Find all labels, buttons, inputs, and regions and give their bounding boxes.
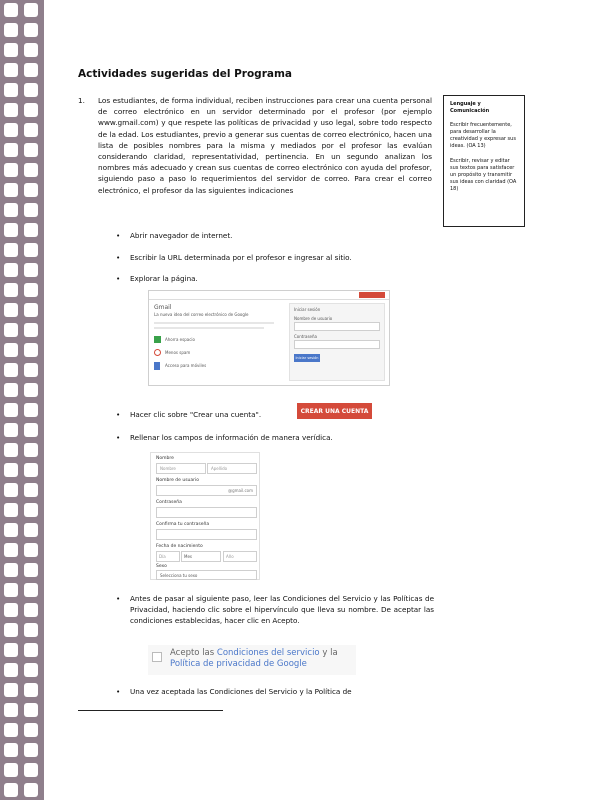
curriculum-objective-1: Escribir frecuentemente, para desarrollar la creatividad y expresar sus ideas. (OA 13) [450, 122, 516, 149]
binder-hole [4, 563, 18, 577]
binder-hole [24, 783, 38, 797]
binder-hole [24, 563, 38, 577]
binder-hole [24, 423, 38, 437]
binder-hole [24, 383, 38, 397]
binder-hole [4, 183, 18, 197]
binder-hole [24, 123, 38, 137]
form-password-field[interactable] [156, 507, 257, 518]
gmail-text-line [154, 327, 264, 329]
gmail-signin-panel [289, 303, 385, 381]
form-dob-year-field[interactable]: Año [223, 551, 257, 562]
binder-hole [4, 443, 18, 457]
terms-of-service-link[interactable]: Condiciones del servicio [216, 648, 320, 658]
binder-hole [24, 643, 38, 657]
binder-hole [24, 543, 38, 557]
binder-hole [24, 163, 38, 177]
binder-hole [24, 443, 38, 457]
binder-hole [24, 763, 38, 777]
binder-hole [24, 63, 38, 77]
binder-hole [4, 543, 18, 557]
binder-hole [4, 423, 18, 437]
form-username-label: Nombre de usuario [156, 478, 200, 483]
binder-hole [4, 63, 18, 77]
binder-hole [4, 283, 18, 297]
form-password-label: Contraseña [156, 500, 182, 505]
gmail-feature-spam: Menos spam [165, 350, 191, 355]
binder-hole [4, 483, 18, 497]
accept-terms-screenshot [148, 645, 356, 675]
binder-hole [4, 123, 18, 137]
binder-hole [4, 683, 18, 697]
binder-hole [24, 283, 38, 297]
gmail-feature-storage: Ahorra espacio [165, 337, 195, 342]
gmail-feature-icon-spam [154, 349, 161, 356]
binder-hole [4, 463, 18, 477]
gmail-tagline: La nueva idea del correo electrónico de Google [154, 312, 249, 317]
form-last-name-field[interactable]: Apellido [207, 463, 257, 474]
binder-hole [24, 303, 38, 317]
gmail-logo: Gmail [154, 304, 172, 311]
binder-hole [24, 103, 38, 117]
binder-hole [4, 643, 18, 657]
binder-hole [4, 103, 18, 117]
binder-hole [24, 663, 38, 677]
binder-hole [24, 403, 38, 417]
accept-checkbox[interactable] [152, 652, 162, 662]
activity-number: 1. [78, 96, 85, 105]
binder-strip [0, 0, 44, 800]
signup-form-screenshot [150, 452, 260, 580]
gmail-feature-icon-storage [154, 336, 161, 343]
binder-hole [24, 623, 38, 637]
binder-hole [24, 223, 38, 237]
binder-hole [24, 603, 38, 617]
activity-text: Los estudiantes, de forma individual, reciben instrucciones para crear una cuenta personal de correo electrónico en un servidor determinado por el profesor (por ejemplo www.gmail.com) y que respete las políticas de privacidad y uso legal, sobre todo respecto de la edad. Los estudiantes, previo a generar sus cuentas de correo electrónico, hacen una lista de posibles nombres para la misma y mediados por el profesor las evalúan considerando claridad, representatividad, pertinencia. En un segundo analizan los nombres más adecuado y crean sus cuentas de correo electrónico con ayuda del profesor, siguiendo paso a paso lo requerimientos del servidor de correo. Para crear el correo electrónico, el profesor da las siguientes indicaciones [98, 96, 432, 195]
form-dob-month-select[interactable]: Mes [181, 551, 221, 562]
gmail-password-input[interactable] [294, 340, 380, 349]
binder-hole [4, 403, 18, 417]
step-enter-url: • Escribir la URL determinada por el profesor e ingresar al sitio. [130, 252, 352, 263]
binder-hole [24, 703, 38, 717]
form-name-label: Nombre [156, 456, 174, 461]
binder-hole [24, 183, 38, 197]
gmail-signin-button[interactable]: Iniciar sesión [295, 356, 319, 360]
binder-hole [24, 3, 38, 17]
gmail-username-label: Nombre de usuario [294, 316, 333, 321]
binder-hole [4, 143, 18, 157]
binder-hole [4, 723, 18, 737]
form-username-field[interactable]: @gmail.com [156, 485, 257, 496]
binder-hole [4, 603, 18, 617]
binder-hole [24, 243, 38, 257]
binder-hole [24, 503, 38, 517]
binder-hole [24, 723, 38, 737]
gmail-text-line [154, 322, 274, 324]
binder-hole [4, 363, 18, 377]
binder-hole [24, 203, 38, 217]
form-first-name-field[interactable]: Nombre [156, 463, 206, 474]
binder-hole [4, 703, 18, 717]
binder-hole [4, 623, 18, 637]
binder-hole [24, 143, 38, 157]
binder-hole [24, 583, 38, 597]
gmail-create-account-mini-button [359, 292, 385, 298]
form-gender-label: Sexo [156, 564, 167, 569]
binder-hole [24, 743, 38, 757]
binder-hole [24, 323, 38, 337]
step-read-terms: • Antes de pasar al siguiente paso, leer las Condiciones del Servicio y las Políticas de Privacidad, haciendo clic sobre el hipervínculo que lleva su nombre. De aceptar las condiciones establecidas, hacer clic en Acepto. [130, 593, 434, 626]
binder-hole [4, 163, 18, 177]
binder-hole [24, 463, 38, 477]
binder-hole [24, 363, 38, 377]
binder-hole [4, 743, 18, 757]
step-fill-form: • Rellenar los campos de información de manera verídica. [130, 432, 333, 443]
step-create-account: • Hacer clic sobre "Crear una cuenta". [130, 409, 261, 420]
gmail-top-bar [149, 291, 389, 300]
binder-hole [4, 303, 18, 317]
binder-hole [24, 263, 38, 277]
step-explore-page: • Explorar la página. [130, 273, 198, 284]
form-gender-select[interactable]: Selecciona tu sexo [156, 570, 257, 580]
gmail-feature-mobile: Acceso para móviles [165, 363, 207, 368]
gmail-signin-title: Iniciar sesión [294, 307, 321, 312]
form-dob-day-field[interactable]: Día [156, 551, 180, 562]
binder-hole [24, 483, 38, 497]
binder-hole [4, 323, 18, 337]
binder-hole [4, 343, 18, 357]
binder-hole [4, 203, 18, 217]
binder-hole [4, 43, 18, 57]
binder-hole [4, 243, 18, 257]
binder-hole [24, 343, 38, 357]
footnote-separator [78, 710, 223, 711]
binder-hole [4, 763, 18, 777]
binder-hole [24, 683, 38, 697]
form-confirm-password-label: Confirma tu contraseña [156, 522, 210, 527]
gmail-feature-icon-mobile [154, 362, 160, 370]
binder-hole [4, 223, 18, 237]
binder-hole [24, 523, 38, 537]
binder-hole [4, 383, 18, 397]
binder-hole [4, 23, 18, 37]
step-open-browser: • Abrir navegador de internet. [130, 230, 232, 241]
gmail-password-label: Contraseña [294, 334, 317, 339]
gmail-homepage-screenshot [148, 290, 390, 386]
activity-paragraph [78, 95, 432, 196]
privacy-policy-link[interactable]: Política de privacidad de Google [170, 659, 307, 669]
curriculum-box [443, 95, 525, 227]
curriculum-box-title: Lenguaje y Comunicación [450, 101, 490, 114]
binder-hole [4, 523, 18, 537]
binder-hole [24, 23, 38, 37]
curriculum-objective-2: Escribir, revisar y editar sus textos para satisfacer un propósito y transmitir sus ideas con claridad (OA 18) [450, 158, 517, 192]
binder-hole [24, 83, 38, 97]
binder-hole [4, 663, 18, 677]
step-after-accepting: • Una vez aceptada las Condiciones del Servicio y la Política de [130, 686, 434, 697]
binder-hole [24, 43, 38, 57]
form-confirm-password-field[interactable] [156, 529, 257, 540]
create-account-button[interactable]: CREAR UNA CUENTA [297, 403, 372, 419]
page-title: Actividades sugeridas del Programa [78, 68, 292, 80]
binder-hole [4, 83, 18, 97]
binder-hole [4, 783, 18, 797]
accept-terms-text: Acepto las Condiciones del servicio y la Política de privacidad de Google [170, 648, 338, 669]
binder-hole [4, 583, 18, 597]
form-dob-label: Fecha de nacimiento [156, 544, 203, 549]
gmail-username-input[interactable] [294, 322, 380, 331]
binder-hole [4, 3, 18, 17]
binder-hole [4, 503, 18, 517]
binder-hole [4, 263, 18, 277]
